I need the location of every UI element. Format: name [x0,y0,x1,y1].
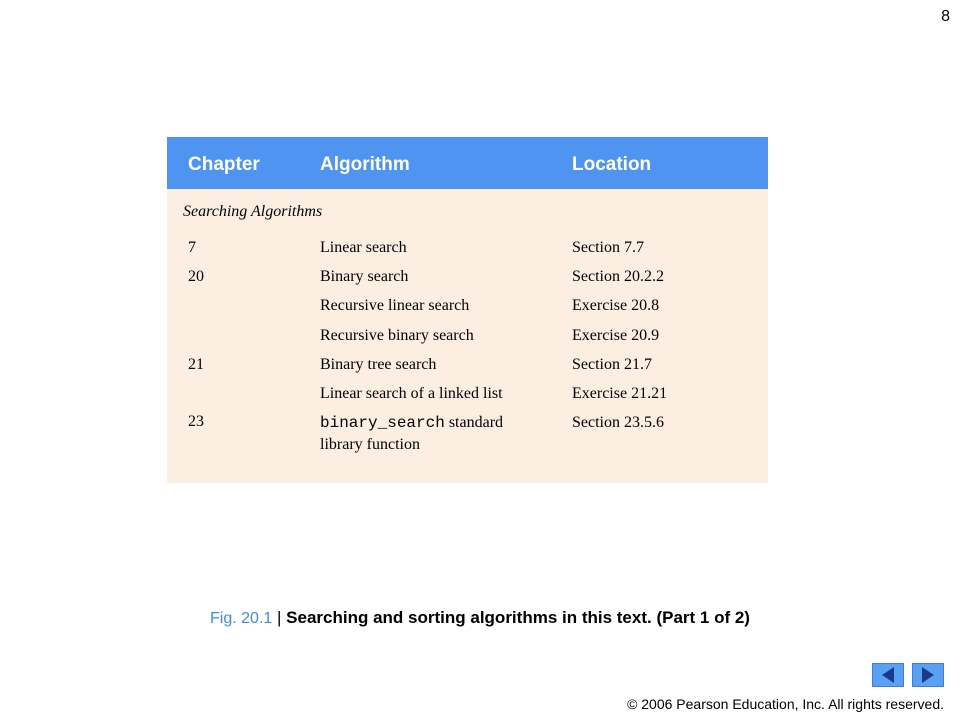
row-3-location: Exercise 20.9 [572,327,660,344]
row-1-location: Section 20.2.2 [572,268,664,285]
section-title: Searching Algorithms [183,203,323,220]
row-0-algorithm: Linear search [320,239,407,256]
row-6-algorithm-rest: standard [444,414,504,431]
row-5-location: Exercise 21.21 [572,385,668,402]
row-1-chapter: 20 [188,268,204,285]
row-0-chapter: 7 [188,239,196,256]
row-6-location: Section 23.5.6 [572,414,664,431]
caption-separator: | [272,608,287,627]
header-location: Location [572,154,652,175]
row-6-chapter: 23 [188,413,204,430]
figure-caption [0,608,960,628]
row-2-location: Exercise 20.8 [572,297,660,314]
previous-slide-button[interactable] [872,663,904,687]
row-4-location: Section 21.7 [572,356,652,373]
caption-text: Searching and sorting algorithms in this text. (Part 1 of 2) [286,608,750,627]
algorithms-table [167,137,768,483]
header-chapter: Chapter [188,154,260,175]
row-5-algorithm: Linear search of a linked list [320,385,503,402]
row-6-algorithm-line1 [320,413,503,433]
row-6-algorithm-code: binary_search [320,414,445,432]
row-0-location: Section 7.7 [572,239,644,256]
row-2-algorithm: Recursive linear search [320,297,470,314]
row-6-algorithm-line2: library function [320,436,420,453]
copyright-notice: © 2006 Pearson Education, Inc. All rights reserved. [627,696,944,712]
table-header [167,137,768,189]
triangle-left-icon [873,664,903,686]
row-1-algorithm: Binary search [320,268,409,285]
row-4-algorithm: Binary tree search [320,356,437,373]
caption-figure-label: Fig. 20.1 [210,610,273,627]
row-3-algorithm: Recursive binary search [320,327,474,344]
page-number: 8 [941,8,950,25]
triangle-right-icon [913,664,943,686]
row-4-chapter: 21 [188,356,204,373]
header-algorithm: Algorithm [320,154,410,175]
next-slide-button[interactable] [912,663,944,687]
